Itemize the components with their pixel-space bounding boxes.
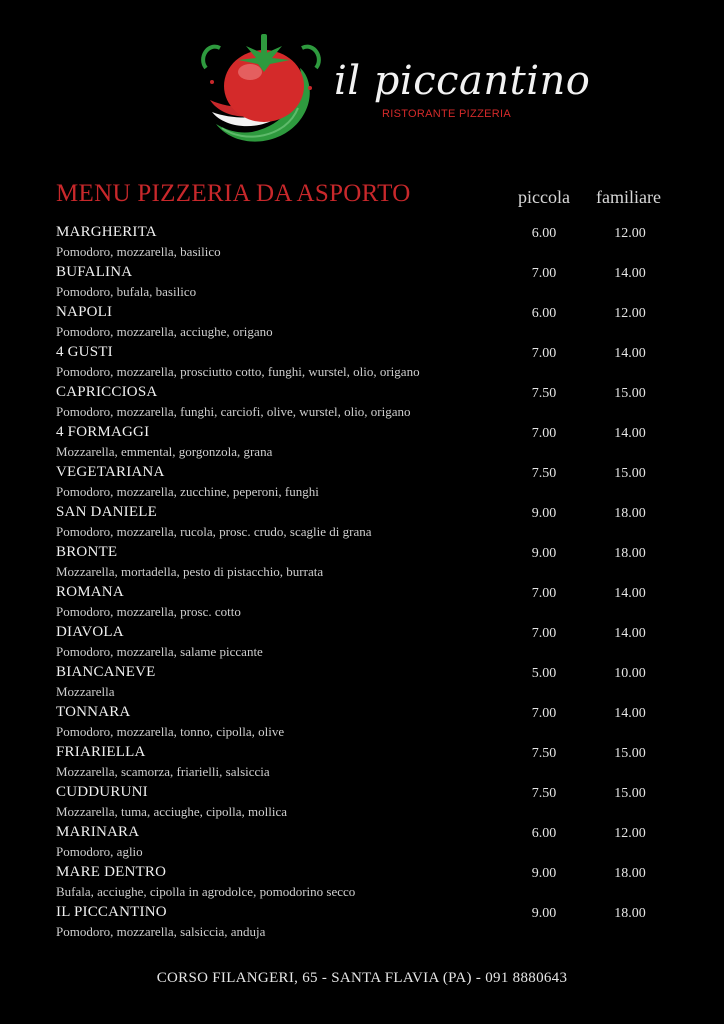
menu-item-name: BIANCANEVE [56, 664, 156, 680]
menu-item [56, 222, 676, 262]
menu-item-price-family: 18.00 [614, 866, 646, 881]
menu-item-price-small: 9.00 [531, 546, 557, 561]
menu-item-name: ROMANA [56, 584, 124, 600]
menu-item-price-small: 7.00 [531, 346, 557, 361]
menu-item [56, 822, 676, 862]
tomato-pepper-icon [198, 28, 328, 152]
menu-item-description: Mozzarella, tuma, acciughe, cipolla, mollica [56, 804, 288, 819]
menu-item-name: VEGETARIANA [56, 464, 165, 480]
menu-item-price-small: 6.00 [531, 226, 557, 241]
menu-item-description: Pomodoro, mozzarella, acciughe, origano [56, 324, 273, 339]
menu-item [56, 382, 676, 422]
menu-item-price-family: 15.00 [614, 386, 646, 401]
menu-item-description: Mozzarella, mortadella, pesto di pistacchio, burrata [56, 564, 324, 579]
menu-item [56, 742, 676, 782]
column-header-family: familiare [596, 187, 661, 207]
menu-item-description: Pomodoro, mozzarella, salame piccante [56, 644, 263, 659]
menu-item-price-family: 12.00 [614, 826, 646, 841]
menu-item-price-small: 7.00 [531, 706, 557, 721]
menu-item-price-family: 14.00 [614, 626, 646, 641]
menu-item [56, 782, 676, 822]
menu-item-price-family: 10.00 [614, 666, 646, 681]
menu-item-price-small: 9.00 [531, 906, 557, 921]
menu-item-price-family: 15.00 [614, 786, 646, 801]
menu-item-price-small: 5.00 [531, 666, 557, 681]
menu-item-name: 4 FORMAGGI [56, 424, 150, 440]
menu-item [56, 262, 676, 302]
menu-title: MENU PIZZERIA DA ASPORTO [56, 180, 411, 207]
menu-item-price-small: 7.50 [531, 786, 557, 801]
menu-item [56, 582, 676, 622]
menu-item-price-family: 14.00 [614, 706, 646, 721]
menu-item-name: BUFALINA [56, 264, 133, 280]
menu-item-name: DIAVOLA [56, 624, 124, 640]
menu-item-description: Pomodoro, bufala, basilico [56, 284, 197, 299]
menu-item-description: Pomodoro, mozzarella, basilico [56, 244, 221, 259]
menu-item-price-small: 7.00 [531, 266, 557, 281]
menu-item-price-family: 15.00 [614, 466, 646, 481]
menu-item-price-family: 14.00 [614, 426, 646, 441]
menu-item-description: Pomodoro, mozzarella, funghi, carciofi, olive, wurstel, olio, origano [56, 404, 411, 419]
menu-item [56, 662, 676, 702]
menu-item [56, 422, 676, 462]
menu-item-name: IL PICCANTINO [56, 904, 167, 920]
menu-item [56, 902, 676, 942]
menu-item-description: Pomodoro, mozzarella, salsiccia, anduja [56, 924, 266, 939]
column-header-small: piccola [518, 187, 570, 207]
menu-item-description: Pomodoro, mozzarella, prosc. cotto [56, 604, 241, 619]
menu-item-description: Mozzarella, scamorza, friarielli, salsiccia [56, 764, 270, 779]
menu-item-list [56, 222, 676, 942]
menu-item-description: Pomodoro, aglio [56, 844, 143, 859]
menu-item-price-small: 7.50 [531, 466, 557, 481]
menu-item-description: Mozzarella, emmental, gorgonzola, grana [56, 444, 273, 459]
menu-item [56, 622, 676, 662]
menu-item-description: Pomodoro, mozzarella, prosciutto cotto, funghi, wurstel, olio, origano [56, 364, 420, 379]
menu-item-price-small: 7.00 [531, 426, 557, 441]
menu-item-name: MARINARA [56, 824, 140, 840]
menu-item-price-family: 14.00 [614, 346, 646, 361]
menu-item-price-family: 18.00 [614, 906, 646, 921]
menu-item-description: Pomodoro, mozzarella, rucola, prosc. crudo, scaglie di grana [56, 524, 372, 539]
footer-address: CORSO FILANGERI, 65 - SANTA FLAVIA (PA) - 091 8880643 [156, 970, 568, 986]
menu-item-name: 4 GUSTI [56, 344, 113, 360]
brand-subtitle: RISTORANTE PIZZERIA [382, 108, 511, 120]
menu-item-price-small: 7.50 [531, 746, 557, 761]
menu-item-name: CAPRICCIOSA [56, 384, 158, 400]
menu-item-price-family: 18.00 [614, 506, 646, 521]
menu-item [56, 302, 676, 342]
menu-item-price-small: 7.00 [531, 626, 557, 641]
menu-item-name: CUDDURUNI [56, 784, 148, 800]
menu-item [56, 702, 676, 742]
menu-item [56, 542, 676, 582]
menu-item-price-family: 14.00 [614, 586, 646, 601]
menu-item-price-family: 12.00 [614, 306, 646, 321]
menu-item-name: MARE DENTRO [56, 864, 167, 880]
menu-item-price-small: 6.00 [531, 306, 557, 321]
menu-item-description: Bufala, acciughe, cipolla in agrodolce, pomodorino secco [56, 884, 356, 899]
menu-item-name: BRONTE [56, 544, 118, 560]
menu-item-name: SAN DANIELE [56, 504, 157, 520]
menu-item-price-family: 15.00 [614, 746, 646, 761]
brand-name: il piccantino [334, 58, 591, 104]
menu-item-price-small: 9.00 [531, 866, 557, 881]
menu-item-price-family: 12.00 [614, 226, 646, 241]
menu-item [56, 862, 676, 902]
menu-item-description: Mozzarella [56, 684, 115, 699]
menu-item [56, 462, 676, 502]
menu-item [56, 342, 676, 382]
menu-item-price-family: 14.00 [614, 266, 646, 281]
menu-item-price-small: 7.50 [531, 386, 557, 401]
menu-item-price-small: 7.00 [531, 586, 557, 601]
menu-item-name: NAPOLI [56, 304, 113, 320]
menu-item-price-small: 9.00 [531, 506, 557, 521]
menu-item-name: TONNARA [56, 704, 131, 720]
brand-logo [198, 28, 591, 152]
menu-item-name: MARGHERITA [56, 224, 157, 240]
menu-item-price-family: 18.00 [614, 546, 646, 561]
menu-item [56, 502, 676, 542]
menu-item-price-small: 6.00 [531, 826, 557, 841]
menu-item-description: Pomodoro, mozzarella, tonno, cipolla, olive [56, 724, 285, 739]
menu-item-description: Pomodoro, mozzarella, zucchine, peperoni, funghi [56, 484, 319, 499]
menu-item-name: FRIARIELLA [56, 744, 146, 760]
